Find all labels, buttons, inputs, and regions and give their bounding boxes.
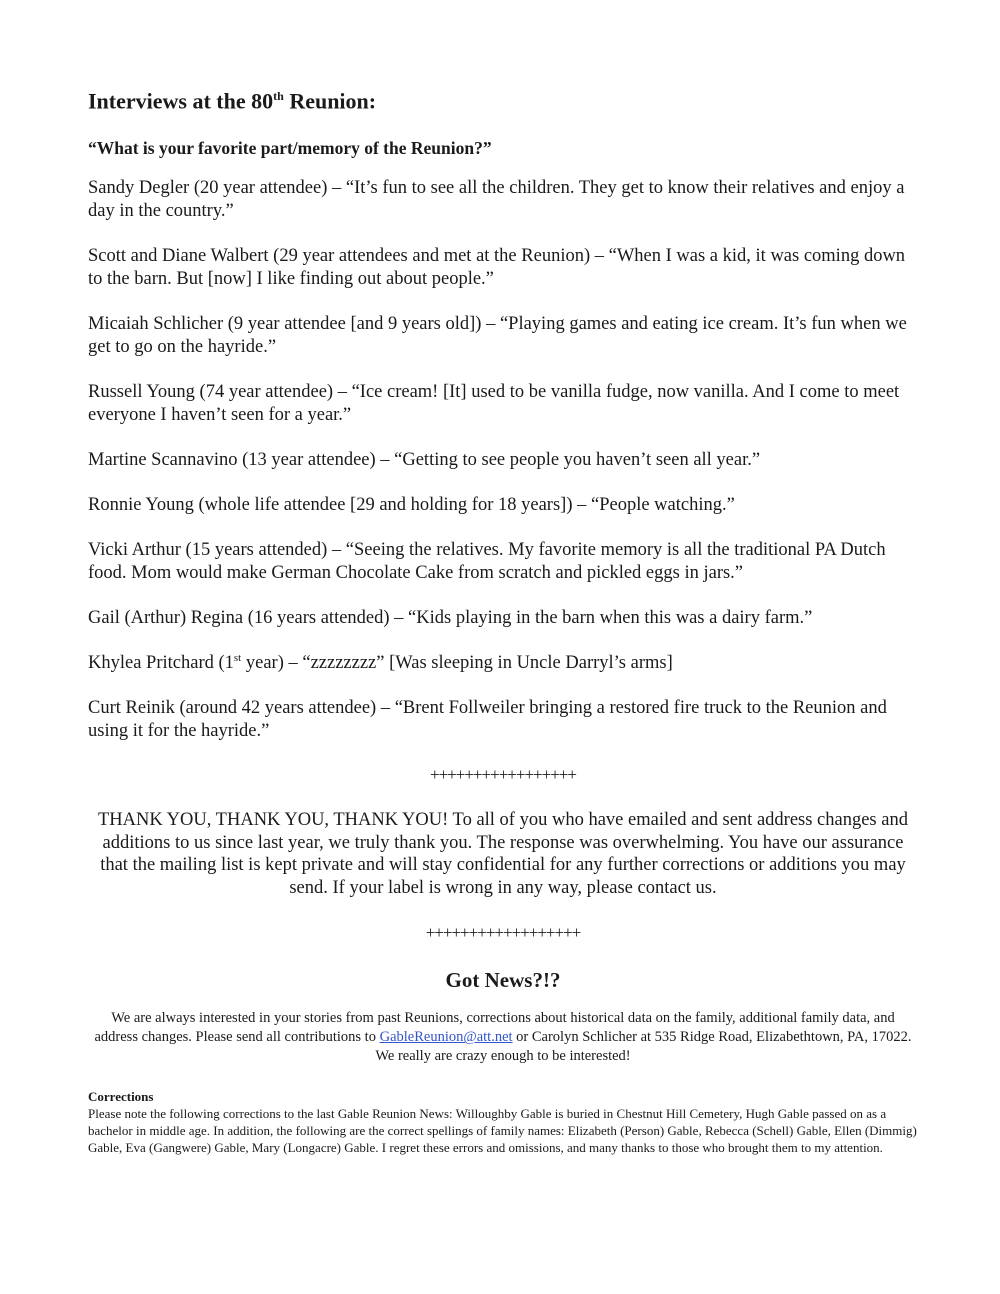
news-text-end: or Carolyn Schlicher at 535 Ridge Road, Elizabethtown, PA, 17022. We really are crazy enough to be interested!: [375, 1029, 912, 1065]
title-text-end: Reunion:: [283, 88, 377, 114]
interview-entry: Vicki Arthur (15 years attended) – “Seeing the relatives. My favorite memory is all the traditional PA Dutch food. Mom would make German Chocolate Cake from scratch and pickled eggs in jars.”: [88, 540, 886, 584]
news-text: We are always interested in your stories from past Reunions, corrections about historical data on the family, additional family data, and address changes. Please send all contributions to: [94, 1010, 895, 1046]
interview-entry: [88, 652, 908, 675]
corrections-heading: Corrections: [88, 1089, 154, 1105]
entry-superscript: st: [233, 652, 242, 665]
document-page: [88, 82, 918, 1156]
interview-entry: Curt Reinik (around 42 years attendee) – “Brent Follweiler bringing a restored fire truck to the Reunion and using it for the hayride.”: [88, 698, 887, 742]
interview-entry: Ronnie Young (whole life attendee [29 and holding for 18 years]) – “People watching.”: [88, 495, 735, 516]
interview-entry: Sandy Degler (20 year attendee) – “It’s fun to see all the children. They get to know their relatives and enjoy a day in the country.”: [88, 178, 905, 222]
title-text: Interviews at the 80: [88, 88, 274, 114]
divider: +++++++++++++++++: [430, 765, 576, 785]
divider: ++++++++++++++++++: [425, 923, 581, 943]
thank-you-paragraph: THANK YOU, THANK YOU, THANK YOU! To all of you who have emailed and sent address changes and additions to us since last year, we truly thank you. The response was overwhelming. You have our assurance that the mailing list is kept private and will stay confidential for any further corrections or additions you may send. If your label is wrong in any way, please contact us.: [98, 810, 908, 898]
news-paragraph: [88, 1009, 918, 1066]
interview-entry: Scott and Diane Walbert (29 year attendees and met at the Reunion) – “When I was a kid, it was coming down to the barn. But [now] I like finding out about people.”: [88, 246, 906, 290]
title-superscript: th: [273, 89, 284, 103]
corrections-paragraph: Please note the following corrections to the last Gable Reunion News: Willoughby Gable is buried in Chestnut Hill Cemetery, Hugh Gable passed on as a bachelor in middle age. In addition, the following are the correct spellings of family names: Elizabeth (Person) Gable, Rebecca (Schell) Gable, Ellen (Dimmig) Gable, Eva (Gangwere) Gable, Mary (Longacre) Gable. I regret these errors and omissions, and many thanks to those who brought them to my attention.: [88, 1106, 917, 1156]
page-title: [88, 82, 918, 115]
interview-entry: Martine Scannavino (13 year attendee) – “Getting to see people you haven’t seen all year.”: [88, 450, 761, 471]
interview-question: “What is your favorite part/memory of the Reunion?”: [88, 138, 492, 159]
interview-entry: Micaiah Schlicher (9 year attendee [and 9 years old]) – “Playing games and eating ice cream. It’s fun when we get to go on the hayride.”: [88, 314, 907, 358]
entry-text-end: year) – “zzzzzzzz” [Was sleeping in Uncle Darryl’s arms]: [241, 653, 673, 674]
entry-text: Khylea Pritchard (1: [88, 653, 234, 674]
email-link[interactable]: GableReunion@att.net: [379, 1029, 513, 1046]
news-heading: Got News?!?: [445, 968, 561, 993]
interview-entry: Russell Young (74 year attendee) – “Ice cream! [It] used to be vanilla fudge, now vanilla. And I come to meet everyone I haven’t seen for a year.”: [88, 382, 900, 426]
interview-entry: Gail (Arthur) Regina (16 years attended) – “Kids playing in the barn when this was a dairy farm.”: [88, 608, 813, 629]
